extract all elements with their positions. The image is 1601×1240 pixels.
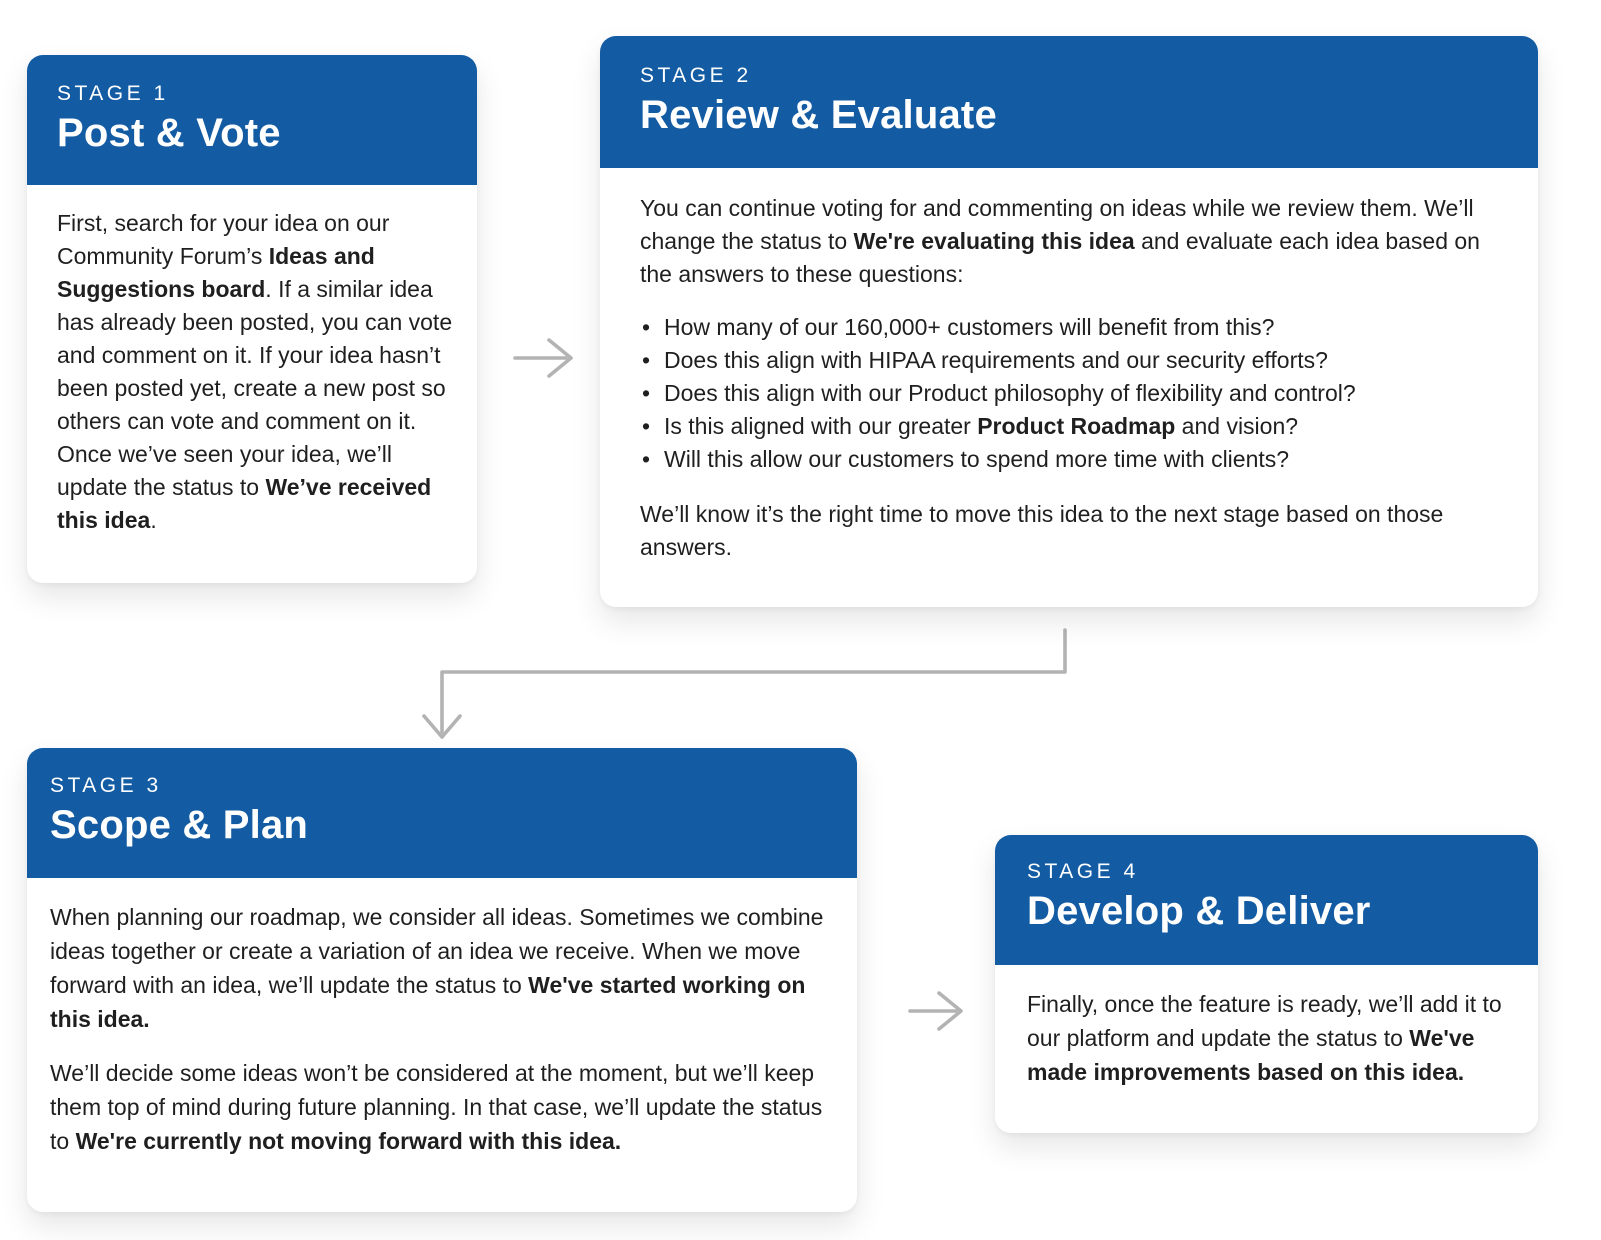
stage-1-body bbox=[27, 185, 477, 537]
bullet-item bbox=[640, 344, 1504, 377]
bold-text: Product Roadmap bbox=[977, 413, 1176, 439]
text-run: First, search for your idea on our Community Forum’s bbox=[57, 210, 390, 269]
stage-4-card bbox=[995, 835, 1538, 1133]
connector-stage2-to-stage3 bbox=[424, 630, 1065, 737]
bullet-item bbox=[640, 443, 1504, 476]
stage-3-label: STAGE 3 bbox=[50, 774, 162, 797]
paragraph bbox=[57, 207, 457, 537]
stage-3-header bbox=[27, 748, 857, 878]
stage-4-body bbox=[995, 965, 1538, 1089]
stage-1-card bbox=[27, 55, 477, 583]
paragraph bbox=[50, 1056, 829, 1158]
bold-text: We're evaluating this idea bbox=[853, 228, 1135, 254]
stage-3-card bbox=[27, 748, 857, 1212]
bullet-item bbox=[640, 377, 1504, 410]
bold-text: Ideas and Suggestions board bbox=[57, 243, 375, 302]
stage-2-title: Review & Evaluate bbox=[640, 93, 997, 137]
text-run: You can continue voting for and commenting on ideas while we review them. We’ll change the status to bbox=[640, 195, 1474, 254]
stage-3-title: Scope & Plan bbox=[50, 803, 309, 847]
text-run: and evaluate each idea based on the answers to these questions: bbox=[640, 228, 1480, 287]
stage-2-label: STAGE 2 bbox=[640, 64, 752, 87]
stage-3-body bbox=[27, 878, 857, 1158]
bold-text: We're currently not moving forward with this idea. bbox=[75, 1128, 622, 1154]
paragraph bbox=[1027, 987, 1512, 1089]
arrow-stage1-to-stage2 bbox=[515, 340, 571, 376]
paragraph bbox=[50, 900, 829, 1036]
stage-1-header bbox=[27, 55, 477, 185]
bullet-item bbox=[640, 410, 1504, 443]
stage-4-title: Develop & Deliver bbox=[1027, 889, 1371, 933]
text-run: When planning our roadmap, we consider all ideas. Sometimes we combine ideas together or create a variation of an idea we receive. When we move forward with an idea, we’ll update the status to bbox=[50, 904, 824, 998]
text-run: . bbox=[150, 507, 157, 533]
paragraph bbox=[640, 192, 1504, 291]
text-run: and vision? bbox=[1175, 413, 1299, 439]
text-run: Will this allow our customers to spend more time with clients? bbox=[664, 446, 1290, 472]
text-run: We’ll decide some ideas won’t be considered at the moment, but we’ll keep them top of mind during future planning. In that case, we’ll update the status to bbox=[50, 1060, 823, 1154]
paragraph bbox=[640, 498, 1504, 564]
stage-4-header bbox=[995, 835, 1538, 965]
stage-2-card bbox=[600, 36, 1538, 607]
text-run: Does this align with our Product philosophy of flexibility and control? bbox=[664, 380, 1356, 406]
bullet-list bbox=[640, 311, 1504, 476]
text-run: . If a similar idea has already been posted, you can vote and comment on it. If your idea hasn’t been posted yet, create a new post so others can vote and comment on it. Once we’ve seen your idea, we’ll update the status to bbox=[57, 276, 453, 500]
text-run: Does this align with HIPAA requirements and our security efforts? bbox=[664, 347, 1328, 373]
bold-text: We’ve received this idea bbox=[57, 474, 432, 533]
text-run: We’ll know it’s the right time to move this idea to the next stage based on those answers. bbox=[640, 501, 1444, 560]
bullet-item bbox=[640, 311, 1504, 344]
bold-text: We've started working on this idea. bbox=[50, 972, 806, 1032]
stage-2-body bbox=[600, 168, 1538, 564]
text-run: Finally, once the feature is ready, we’ll add it to our platform and update the status to bbox=[1027, 991, 1502, 1051]
stage-2-header bbox=[600, 36, 1538, 168]
stage-4-label: STAGE 4 bbox=[1027, 860, 1139, 883]
arrow-stage3-to-stage4 bbox=[910, 993, 961, 1029]
text-run: How many of our 160,000+ customers will benefit from this? bbox=[664, 314, 1275, 340]
bold-text: We've made improvements based on this idea. bbox=[1027, 1025, 1475, 1085]
text-run: Is this aligned with our greater bbox=[664, 413, 978, 439]
stage-1-title: Post & Vote bbox=[57, 111, 281, 155]
stage-1-label: STAGE 1 bbox=[57, 82, 169, 105]
